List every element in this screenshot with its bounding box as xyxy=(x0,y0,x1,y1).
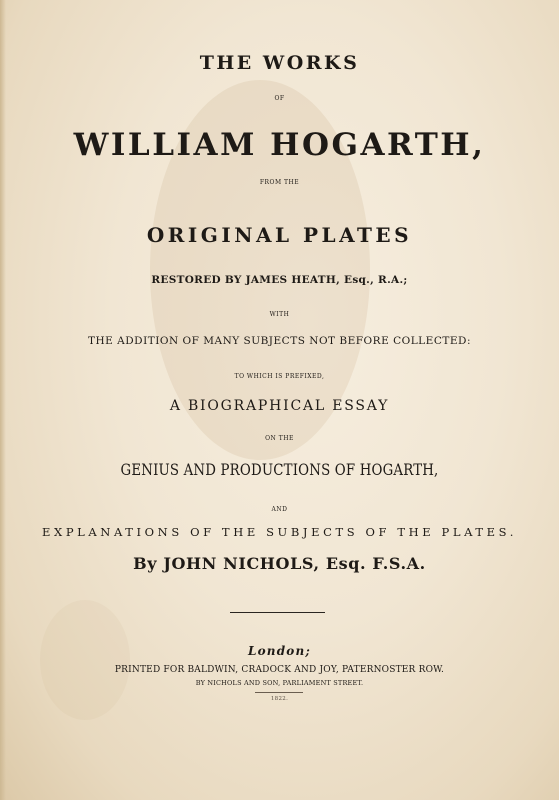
imprint-seller: BY NICHOLS AND SON, PARLIAMENT STREET. xyxy=(195,679,364,687)
title-restored-by: RESTORED BY JAMES HEATH, Esq., R.A.; xyxy=(151,274,408,286)
title-original-plates: ORIGINAL PLATES xyxy=(146,223,413,247)
title-author: By JOHN NICHOLS, Esq. F.S.A. xyxy=(133,554,426,573)
imprint-rule xyxy=(255,692,303,693)
title-from-the: FROM THE xyxy=(259,179,300,186)
title-genius: GENIUS AND PRODUCTIONS OF HOGARTH, xyxy=(120,461,439,479)
title-on-the: ON THE xyxy=(265,435,294,442)
imprint-place: London; xyxy=(247,644,312,658)
title-of: OF xyxy=(274,95,285,102)
title-addition: THE ADDITION OF MANY SUBJECTS NOT BEFORE COLLECTED: xyxy=(88,335,471,347)
title-explanations: EXPLANATIONS OF THE SUBJECTS OF THE PLATES. xyxy=(42,525,517,539)
title-and: AND xyxy=(271,506,288,513)
title-prefixed: TO WHICH IS PREFIXED, xyxy=(234,373,325,380)
title-the-works: THE WORKS xyxy=(199,52,360,74)
title-william-hogarth: WILLIAM HOGARTH, xyxy=(73,127,486,163)
imprint-printer: PRINTED FOR BALDWIN, CRADOCK AND JOY, PATERNOSTER ROW. xyxy=(114,665,445,675)
divider-rule xyxy=(230,612,325,613)
imprint-year: 1822. xyxy=(270,696,289,702)
title-biographical-essay: A BIOGRAPHICAL ESSAY xyxy=(169,398,390,414)
title-with: WITH xyxy=(269,311,290,318)
